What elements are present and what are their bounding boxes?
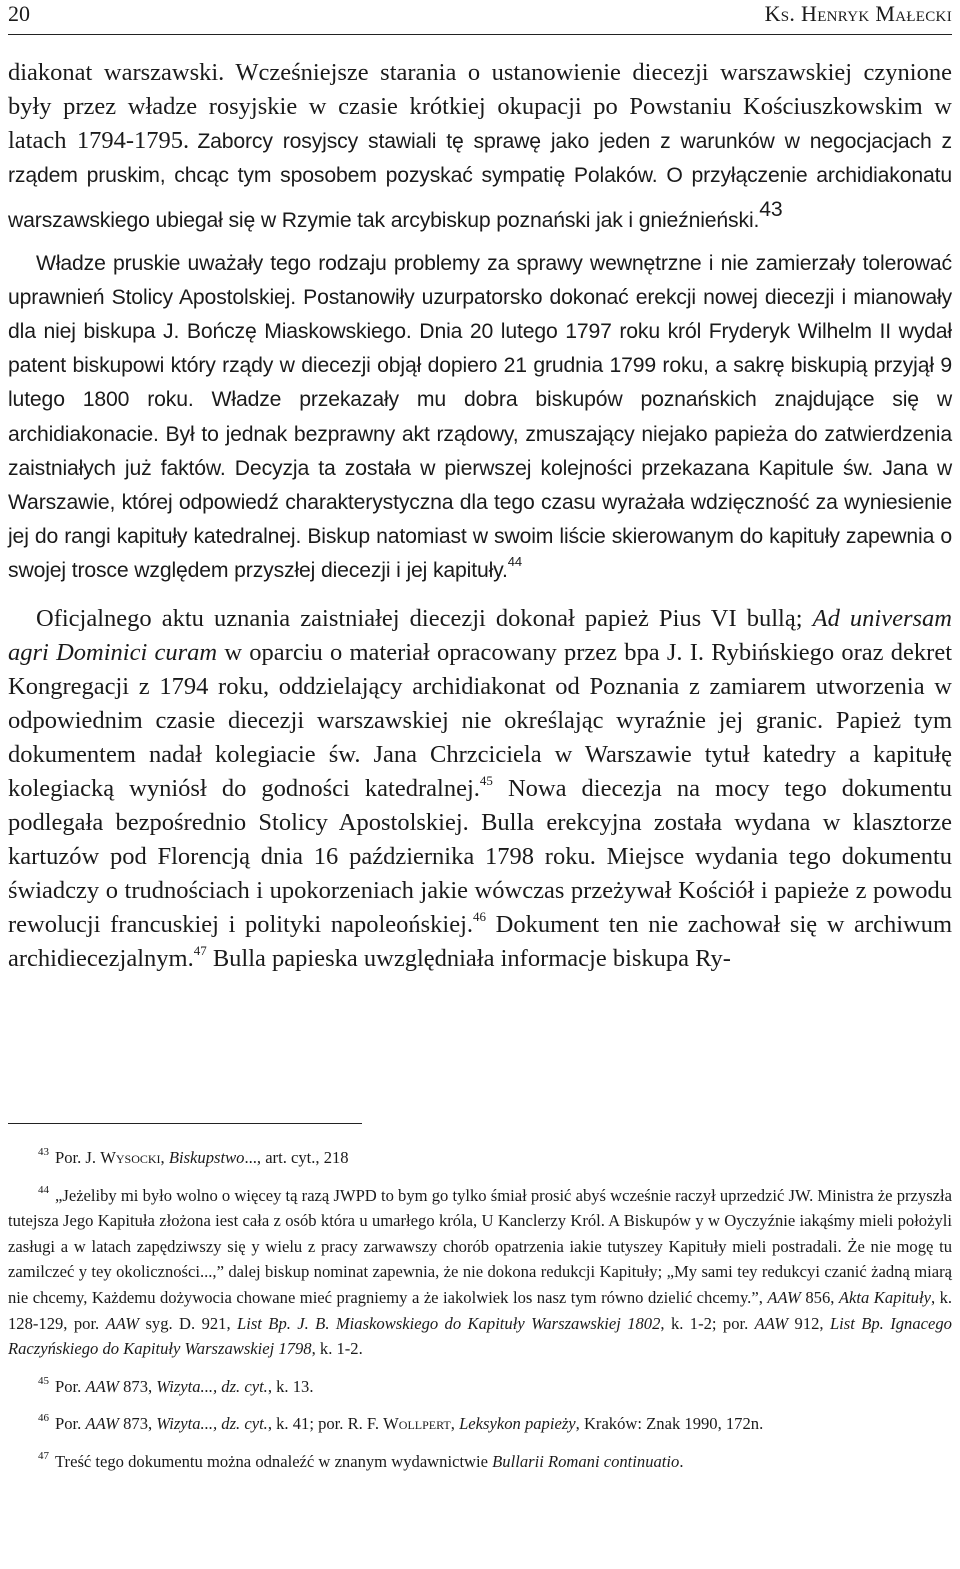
footnote-43-title: Biskupstwo (168, 1148, 245, 1167)
paragraph-3-text-b: Nowa diecezja na mocy tego dokumentu podlegała bezpośrednio Stolicy Apostolskiej. Bulla erekcyjna została wydana w klasztorze kartuzów pod Florencją dnia 16 października 1798 roku. Miejsce wydania tego dokumentu świadczy o trudnościach i upokorzeniach jakie wówczas przeżywał Kościół i papieże z powodu rewolucji francuskiej i polityki napoleońskiej. (8, 774, 953, 938)
paragraph-3-text-d: Bulla papieska uwzględniała informacje biskupa Ry- (212, 944, 731, 972)
footnote-46-text-a: Por. (55, 1414, 82, 1434)
footnote-ref-44: 44 (507, 554, 522, 570)
footnote-44-text-f: 912, (794, 1313, 824, 1333)
footnote-46 (8, 1411, 952, 1437)
footnote-44-title-3: List Bp. Ignacego Raczyńskiego do Kapituły Warszawskiej 1798 (8, 1313, 952, 1359)
footnote-46-archive: AAW (85, 1414, 119, 1434)
footnote-46-text-e: , Kraków: Znak 1990, 172n. (575, 1414, 764, 1434)
bull-title: Ad universam agri Dominici curam (8, 604, 952, 666)
footnote-45-number: 45 (38, 1374, 49, 1387)
paragraph-1 (8, 56, 952, 239)
footnote-45-text-a: Por. (55, 1376, 82, 1396)
footnote-separator (8, 1123, 362, 1124)
footnote-44-text-e: , k. 1-2; por. (660, 1313, 749, 1333)
footnote-43-number: 43 (38, 1146, 49, 1158)
footnote-45-title: Wizyta..., dz. cyt. (156, 1376, 268, 1396)
footnote-46-book-title: Leksykon papieży (459, 1414, 576, 1434)
footnote-46-comma: , (450, 1414, 455, 1434)
footnote-43-author: Wysocki (100, 1148, 161, 1167)
main-text (8, 56, 952, 976)
footnote-44-title-1: Akta Kapituły (838, 1287, 931, 1307)
paragraph-2-text-b: Dnia 20 lutego 1797 roku król Fryderyk Wilhelm II wydał patent biskupowi który rządy w diecezji objął dopiero 21 grudnia 1799 roku, a sakrę biskupią przyjął 9 lutego 1800 roku. Władze przekazały mu dobra biskupów poznańskich znajdujące się w archidiakonacie. Był to jednak bezprawny akt rządowy, zmuszający niejako papieża do zatwierdzenia zaistniałych już faktów. Decyzja ta została w pierwszej kolejności przekazana Kapitule św. Jana w Warszawie, której odpowiedź charakterystyczna dla tego czasu wyrażała wdzięczność za wyniesienie jej do rangi kapituły katedralnej. Biskup natomiast w swoim liście skierowanym do kapituły zapewnia o swojej trosce względem przyszłej diecezji i jej kapituły. (8, 320, 952, 583)
footnote-46-author: Wollpert (383, 1414, 451, 1434)
running-head: Ks. Henryk Małecki (764, 1, 952, 26)
footnote-44-text-d: syg. D. 921, (145, 1313, 231, 1333)
paragraph-3-text-c: Dokument ten nie zachował się w archiwum archidiecezjalnym. (8, 910, 952, 972)
paragraph-2 (8, 247, 952, 589)
footnote-45-text-c: , k. 13. (267, 1376, 314, 1396)
footnote-44-archive-2: AAW (105, 1313, 140, 1333)
footnote-ref-47: 47 (193, 942, 207, 958)
footnote-46-number: 46 (38, 1412, 49, 1425)
footnotes (8, 1145, 952, 1487)
footnote-44-quote: „Jeżeliby mi było wolno o więcey tą razą JWPD to bym go tylko śmiał prosić abyś wcześnie raczył uprzedzić JW. Ministra że przyszła tutejsza Jego Kapituła złożona iest cała z osób która u umarłego króla, U Kanclerzy Król. A Biskupów y w Oyczyźnie iakąśmy mieli położyli zasługi a w latach zapędziwszy się y wielu z pracy zarwawszy chorób opatrzenia iakie tutyszey Kapituły mieli postradali. Że nie mogę tu zamilczeć y tey okoliczności...,” dalej biskup nominat zapewnia, że nie dokona redukcji Kapituły; „My sami tey redukcyi czanić żadną miarą nie chcemy, Każdemu dożywocia chowane mieć pragniemy a że iakolwiek los nasz tym równo dzielić chcemy.”, (8, 1185, 952, 1307)
footnote-47-number: 47 (38, 1449, 49, 1462)
footnote-44-text-c: , k. 128-129, por. (8, 1287, 953, 1333)
paragraph-1-serif-text: diakonat warszawski. Wcześniejsze starania o ustanowienie diecezji warszawskiej czynione były przez władze rosyjskie w czasie krótkiej okupacji po Powstaniu Kościuszkowskim w latach 1794-1795. (8, 59, 952, 154)
footnote-44-text-g: , k. 1-2. (311, 1339, 363, 1359)
footnote-44-number: 44 (38, 1183, 49, 1196)
page-number: 20 (8, 1, 30, 26)
footnote-44-text-b: 856, (805, 1287, 835, 1307)
footnote-ref-45: 45 (479, 772, 493, 788)
footnote-45-text-b: 873, (123, 1376, 153, 1396)
footnote-46-text-c: , k. 41; por. R. F. (267, 1414, 379, 1434)
footnote-47-period: . (679, 1451, 684, 1471)
footnote-44 (8, 1183, 952, 1362)
footnote-43-text: Por. J. (55, 1148, 97, 1167)
footnote-44-title-2: List Bp. J. B. Miaskowskiego do Kapituły Warszawskiej 1802 (237, 1313, 661, 1333)
footnote-ref-46: 46 (473, 908, 487, 924)
page-header (8, 0, 952, 35)
paragraph-1-sans-text: Zaborcy rosyjscy stawiali tę sprawę jako jeden z warunków w negocjacjach z rządem pruskim, chcąc tym sposobem pozyskać sympatię Polaków. O przyłączenie archidiakonatu warszawskiego ubiegał się w Rzymie tak arcybiskup poznański jak i gnieźnieński. (8, 130, 952, 233)
footnote-43: $^{43}$ Por. J. Wysocki, Biskupstwo..., art. cyt., 218 (38, 1146, 349, 1167)
footnote-47 (8, 1449, 952, 1475)
paragraph-2-text-a: Władze pruskie uważały tego rodzaju problemy za sprawy wewnętrzne i nie zamierzały tolerować uprawnień Stolicy Apostolskiej. Postanowiły uzurpatorsko dokonać erekcji nowej diecezji i mianowały dla niej biskupa J. Bończę Miaskowskiego. (8, 251, 952, 344)
footnote-46-text-b: 873, (123, 1414, 153, 1434)
paragraph-3-text-pre: Oficjalnego aktu uznania zaistniałej diecezji dokonał papież Pius VI bullą; (36, 604, 803, 632)
footnote-44-archive-3: AAW (754, 1313, 789, 1333)
footnote-45 (8, 1374, 952, 1400)
footnote-44-archive-1: AAW (767, 1287, 801, 1307)
footnote-47-title: Bullarii Romani continuatio (492, 1451, 680, 1471)
footnote-47-text-a: Treść tego dokumentu można odnaleźć w znanym wydawnictwie (55, 1451, 489, 1471)
footnote-ref-43: 43 (759, 198, 783, 222)
paragraph-3 (8, 602, 952, 976)
footnote-43-ref: ..., art. cyt., 218 (244, 1148, 349, 1167)
paragraph-3-text-mid: w oparciu o materiał opracowany przez bpa J. I. Rybińskiego oraz dekret Kongregacji z 1794 roku, oddzielający archidiakonat od Poznania z zamiarem utworzenia w odpowiednim czasie diecezji warszawskiej nie określając wyraźnie jej granic. Papież tym dokumentem nadał kolegiacie św. Jana Chrzciciela w Warszawie tytuł katedry a kapitułę kolegiacką wyniósł do godności katedralnej. (8, 638, 953, 802)
footnote-45-archive: AAW (85, 1376, 119, 1396)
footnote-46-title: Wizyta..., dz. cyt. (156, 1414, 268, 1434)
